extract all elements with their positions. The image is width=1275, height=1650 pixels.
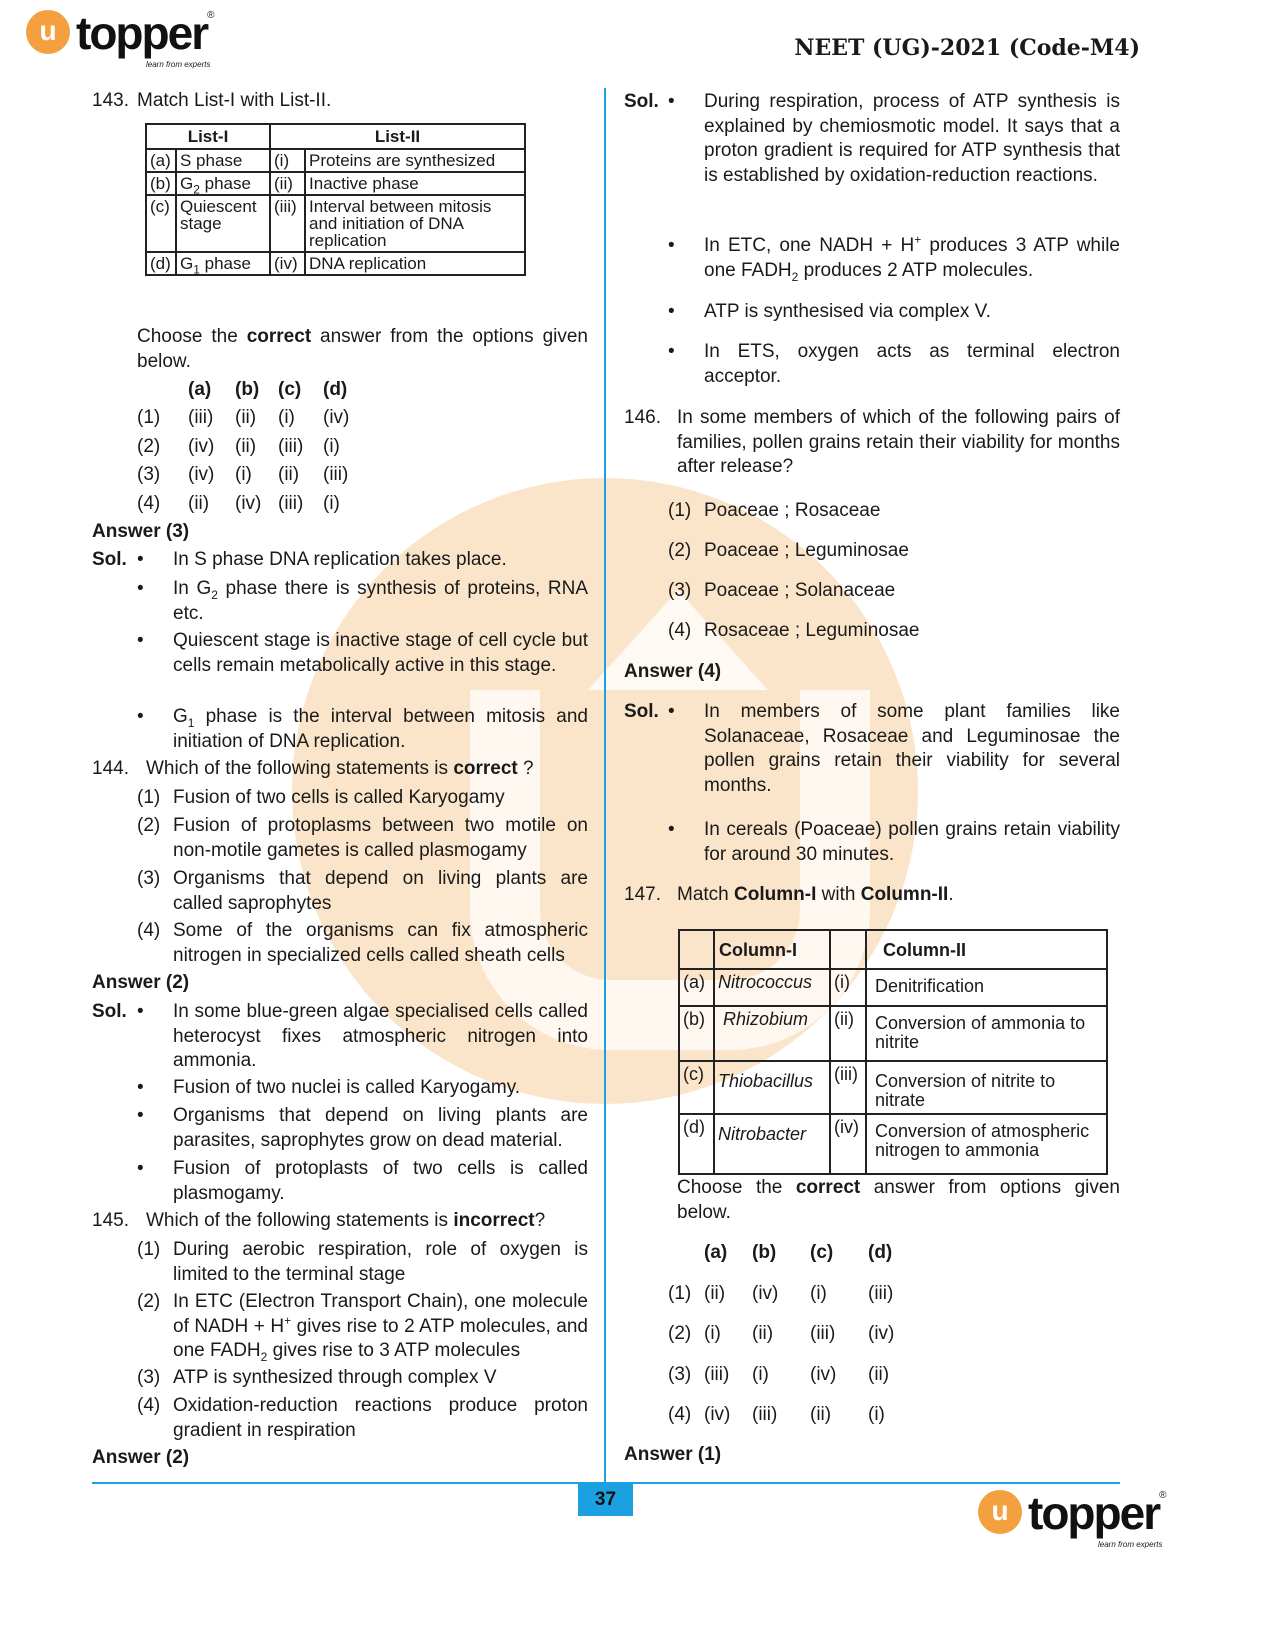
q145-option-4[interactable]: Oxidation-reduction reactions produce proton gradient in respiration	[173, 1395, 588, 1441]
q143-sol-3: Quiescent stage is inactive stage of cell cycle but cells remain metabolically active in this stage.	[173, 630, 588, 676]
bullet: •	[668, 819, 675, 840]
q146-option-4-num[interactable]: (4)	[668, 620, 692, 641]
q144-number: 144.	[92, 758, 129, 779]
q145-option-3-num[interactable]: (3)	[137, 1367, 161, 1388]
cell: (iii)	[830, 1061, 866, 1114]
cell: (i)	[830, 969, 866, 1006]
table-header: List-II	[270, 124, 525, 149]
logo-u-icon: u	[978, 1490, 1022, 1534]
cell: Proteins are synthesized	[305, 149, 525, 172]
q146-sol-2: In cereals (Poaceae) pollen grains retain viability for around 30 minutes.	[704, 819, 1120, 865]
q145-option-4-num[interactable]: (4)	[137, 1395, 161, 1416]
logo-u-icon: u	[26, 10, 70, 54]
q146-option-1[interactable]: Poaceae ; Rosaceae	[704, 500, 881, 521]
q145-sol-label: Sol.	[624, 91, 659, 112]
q145-sol-3: ATP is synthesised via complex V.	[704, 301, 991, 322]
q143-sol-label: Sol.	[92, 549, 127, 570]
q147-choose: Choose the correct answer from options given below.	[677, 1177, 1120, 1223]
cell: $G_1$ phase	[176, 252, 270, 275]
table-row	[146, 195, 525, 252]
q146-number: 146.	[624, 407, 661, 428]
bullet: •	[668, 301, 675, 322]
cell: (a)	[679, 969, 714, 1006]
q144-option-3-num[interactable]: (3)	[137, 868, 161, 889]
q147-text: Match Column-I with Column-II.	[677, 884, 954, 905]
page-number: 37	[578, 1484, 633, 1516]
cell: Thiobacillus	[714, 1061, 830, 1114]
q144-option-2-num[interactable]: (2)	[137, 815, 161, 836]
q143-number: 143.	[92, 90, 129, 111]
cell: S phase	[176, 149, 270, 172]
q146-option-3-num[interactable]: (3)	[668, 580, 692, 601]
cell: Conversion of ammonia to nitrite	[866, 1006, 1107, 1061]
logo-text: topper	[1028, 1487, 1160, 1539]
cell: Conversion of atmospheric nitrogen to ammonia	[866, 1114, 1107, 1174]
q146-option-2[interactable]: Poaceae ; Leguminosae	[704, 540, 909, 561]
table-row	[146, 252, 525, 275]
q144-text: Which of the following statements is correct ?	[146, 758, 534, 779]
q144-sol-3: Organisms that depend on living plants are parasites, saprophytes grow on dead material.	[173, 1105, 588, 1151]
table-row	[679, 1061, 1107, 1114]
q145-option-3[interactable]: ATP is synthesized through complex V	[173, 1367, 497, 1388]
cell: Interval between mitosis and initiation of DNA replication	[305, 195, 525, 252]
q146-answer: Answer (4)	[624, 661, 722, 682]
q146-option-2-num[interactable]: (2)	[668, 540, 692, 561]
q144-option-1-num[interactable]: (1)	[137, 787, 161, 808]
bullet: •	[668, 341, 675, 362]
topper-logo-footer	[978, 1487, 1167, 1552]
q143-choose: Choose the correct answer from the options given below.	[137, 326, 588, 372]
q143-answer: Answer (3)	[92, 521, 190, 542]
cell: (d)	[679, 1114, 714, 1174]
cell: Rhizobium	[714, 1006, 830, 1061]
q144-sol-label: Sol.	[92, 1001, 127, 1022]
q144-option-4-num[interactable]: (4)	[137, 920, 161, 941]
cell: (ii)	[830, 1006, 866, 1061]
cell: $G_2$ phase	[176, 172, 270, 195]
q145-sol-4: In ETS, oxygen acts as terminal electron acceptor.	[704, 341, 1120, 387]
cell: (iv)	[270, 252, 305, 275]
q143-text: Match List-I with List-II.	[137, 90, 332, 111]
q145-sol-2: In ETC, one NADH + H+ produces 3 ATP while one $FADH_2$ produces 2 ATP molecules.	[704, 232, 1120, 284]
q144-sol-2: Fusion of two nuclei is called Karyogamy.	[173, 1077, 521, 1098]
column-divider	[604, 88, 606, 1484]
cell: (iv)	[830, 1114, 866, 1174]
q144-sol-1: In some blue-green algae specialised cells called heterocyst fixes atmospheric nitrogen into ammonia.	[173, 1001, 588, 1071]
cell: DNA replication	[305, 252, 525, 275]
logo-text: topper	[76, 7, 208, 59]
q143-table	[145, 123, 526, 276]
table-row	[146, 172, 525, 195]
q143-sol-1: In S phase DNA replication takes place.	[173, 549, 507, 570]
cell: (i)	[270, 149, 305, 172]
q144-option-2[interactable]: Fusion of protoplasms between two motile on non-motile gametes is called plasmogamy	[173, 815, 588, 861]
bullet: •	[668, 235, 675, 256]
q146-sol-1: In members of some plant families like Solanaceae, Rosaceae and Leguminosae the pollen grains retain their viability for several months.	[704, 701, 1120, 796]
exam-title: NEET (UG)-2021 (Code-M4)	[794, 35, 1140, 61]
q144-option-1[interactable]: Fusion of two cells is called Karyogamy	[173, 787, 505, 808]
q146-option-3[interactable]: Poaceae ; Solanaceae	[704, 580, 896, 601]
bullet: •	[137, 549, 144, 570]
bullet: •	[137, 630, 144, 651]
bullet: •	[137, 1105, 144, 1126]
cell: (iii)	[270, 195, 305, 252]
q146-option-4[interactable]: Rosaceae ; Leguminosae	[704, 620, 920, 641]
cell: Nitrococcus	[714, 969, 830, 1006]
q145-option-2[interactable]: In ETC (Electron Transport Chain), one molecule of NADH + H+ gives rise to 2 ATP molecules, and one $FADH_2$ gives rise to 3 ATP molecules	[173, 1291, 588, 1364]
q144-answer: Answer (2)	[92, 972, 190, 993]
cell: (c)	[679, 1061, 714, 1114]
q147-number: 147.	[624, 884, 661, 905]
cell: Inactive phase	[305, 172, 525, 195]
q144-option-4[interactable]: Some of the organisms can fix atmospheric nitrogen in specialized cells called sheath cells	[173, 920, 588, 966]
q146-sol-label: Sol.	[624, 701, 659, 722]
q144-option-3[interactable]: Organisms that depend on living plants are called saprophytes	[173, 868, 588, 914]
q147-answer: Answer (1)	[624, 1444, 722, 1465]
logo-reg: ®	[207, 10, 215, 21]
table-row	[679, 1114, 1107, 1174]
q143-sol-2: In $G_2$ phase there is synthesis of proteins, RNA etc.	[173, 578, 588, 624]
cell: Conversion of nitrite to nitrate	[866, 1061, 1107, 1114]
table-row	[146, 149, 525, 172]
bullet: •	[668, 701, 675, 722]
cell: (c)	[146, 195, 176, 252]
q145-option-2-num[interactable]: (2)	[137, 1291, 161, 1312]
q144-sol-4: Fusion of protoplasts of two cells is called plasmogamy.	[173, 1158, 588, 1204]
cell: Quiescent stage	[176, 195, 270, 252]
logo-reg: ®	[1159, 1490, 1167, 1501]
q147-table	[678, 929, 1108, 1175]
bullet: •	[137, 1001, 144, 1022]
bullet: •	[137, 1077, 144, 1098]
cell: Nitrobacter	[714, 1114, 830, 1174]
cell: Denitrification	[866, 969, 1107, 1006]
table-row	[679, 969, 1107, 1006]
q146-option-1-num[interactable]: (1)	[668, 500, 692, 521]
cell: (b)	[679, 1006, 714, 1061]
q145-option-1[interactable]: During aerobic respiration, role of oxygen is limited to the terminal stage	[173, 1239, 588, 1285]
table-header: Column-II	[866, 930, 1107, 969]
q146-text: In some members of which of the following pairs of families, pollen grains retain their viability for months after release?	[677, 407, 1120, 477]
bullet: •	[137, 1158, 144, 1179]
cell: (b)	[146, 172, 176, 195]
q145-option-1-num[interactable]: (1)	[137, 1239, 161, 1260]
page: u topper ® learn from experts NEET (UG)-2021 (Code-M4) 143. Match List-I with List-II. List-I List-II (a) S phase (i) Proteins are synthesized (b) $G_2$ phase (ii) Inactive phase (c) Quiescent stage (iii) Interval between mitosis and initiation of DNA replication (d) $G_1$ phase (iv) DNA replication Choose the correct answer from the options given below. (a) (b) (c) (d) (1) (iii) (ii) (i) (iv) (2) (iv) (ii) (iii) (i) (3) (iv) (i) (ii) (iii) (4) (ii) (iv) (iii) (i) Answer (3) Sol. • In S phase DNA replication takes place. • In $G_2$ phase there is synthesis of proteins, RNA etc. • Quiescent stage is inactive stage of cell cycle but cells remain metabolically active in this stage. • $G_1$ phase is the interval between mitosis and initiation of DNA replication. 144. Which of the following statements is correct ? (1) Fusion of two cells is called Karyogamy (2) Fusion of protoplasms between two motile on non-motile gametes is called plasmogamy (3) Organisms that depend on living plants are called saprophytes (4) Some of the organisms can fix atmospheric nitrogen in specialized cells called sheath cells Answer (2) Sol. • In some blue-green algae specialised cells called heterocyst fixes atmospheric nitrogen into ammonia. • Fusion of two nuclei is called Karyogamy. • Organisms that depend on living plants are parasites, saprophytes grow on dead material. • Fusion of protoplasts of two cells is called plasmogamy. 145. Which of the following statements is incorrect? (1) During aerobic respiration, role of oxygen is limited to the terminal stage (2) In ETC (Electron Transport Chain), one molecule of NADH + H+ gives rise to 2 ATP molecules, and one $FADH_2$ gives rise to 3 ATP molecules (3) ATP is synthesized through complex V (4) Oxidation-reduction reactions produce proton gradient in respiration Answer (2) Sol. • During respiration, process of ATP synthesis is explained by chemiosmotic model. It says that a proton gradient is required for ATP synthesis that is established by oxidation-reduction reactions. • In ETC, one NADH + H+ produces 3 ATP while one $FADH_2$ produces 2 ATP molecules. • ATP is synthesised via complex V. • In ETS, oxygen acts as terminal electron acceptor. 146. In some members of which of the following pairs of families, pollen grains retain their viability for months after release? (1) Poaceae ; Rosaceae (2) Poaceae ; Leguminosae (3) Poaceae ; Solanaceae (4) Rosaceae ; Leguminosae Answer (4) Sol. • In members of some plant families like Solanaceae, Rosaceae and Leguminosae the pollen grains retain their viability for several months. • In cereals (Poaceae) pollen grains retain viability for around 30 minutes. 147. Match Column-I with Column-II. Column-I Column-II (a) Nitrococcus (i) Denitrification (b) Rhizobium (ii) Conversion of ammonia to nitrite (c) Thiobacillus (iii) Conversion of nitrite to nitrate (d) Nitrobacter (iv) Conversion of atmospheric nitrogen to ammonia Choose the correct answer from options given below. (a) (b) (c) (d) (1) (ii) (iv) (i) (iii) (2) (i) (ii) (iii) (iv) (3) (iii) (i) (iv) (ii) (4) (iv) (iii) (ii) (i) Answer (1) 37 u topper ® learn from experts	[0, 0, 1275, 1650]
q143-sol-4: $G_1$ phase is the interval between mitosis and initiation of DNA replication.	[173, 706, 588, 752]
table-header: List-I	[146, 124, 270, 149]
bullet: •	[668, 91, 675, 112]
bullet: •	[137, 706, 144, 727]
table-row	[679, 1006, 1107, 1061]
table-header: Column-I	[714, 930, 830, 969]
bullet: •	[137, 578, 144, 599]
q145-answer: Answer (2)	[92, 1447, 190, 1468]
q145-text: Which of the following statements is incorrect?	[146, 1210, 546, 1231]
q145-number: 145.	[92, 1210, 129, 1231]
q145-sol-1: During respiration, process of ATP synthesis is explained by chemiosmotic model. It says that a proton gradient is required for ATP synthesis that is established by oxidation-reduction reactions.	[704, 91, 1120, 186]
cell: (d)	[146, 252, 176, 275]
cell: (a)	[146, 149, 176, 172]
topper-logo	[26, 7, 215, 72]
logo-tagline: learn from experts	[146, 60, 211, 69]
logo-tagline: learn from experts	[1098, 1540, 1163, 1549]
cell: (ii)	[270, 172, 305, 195]
